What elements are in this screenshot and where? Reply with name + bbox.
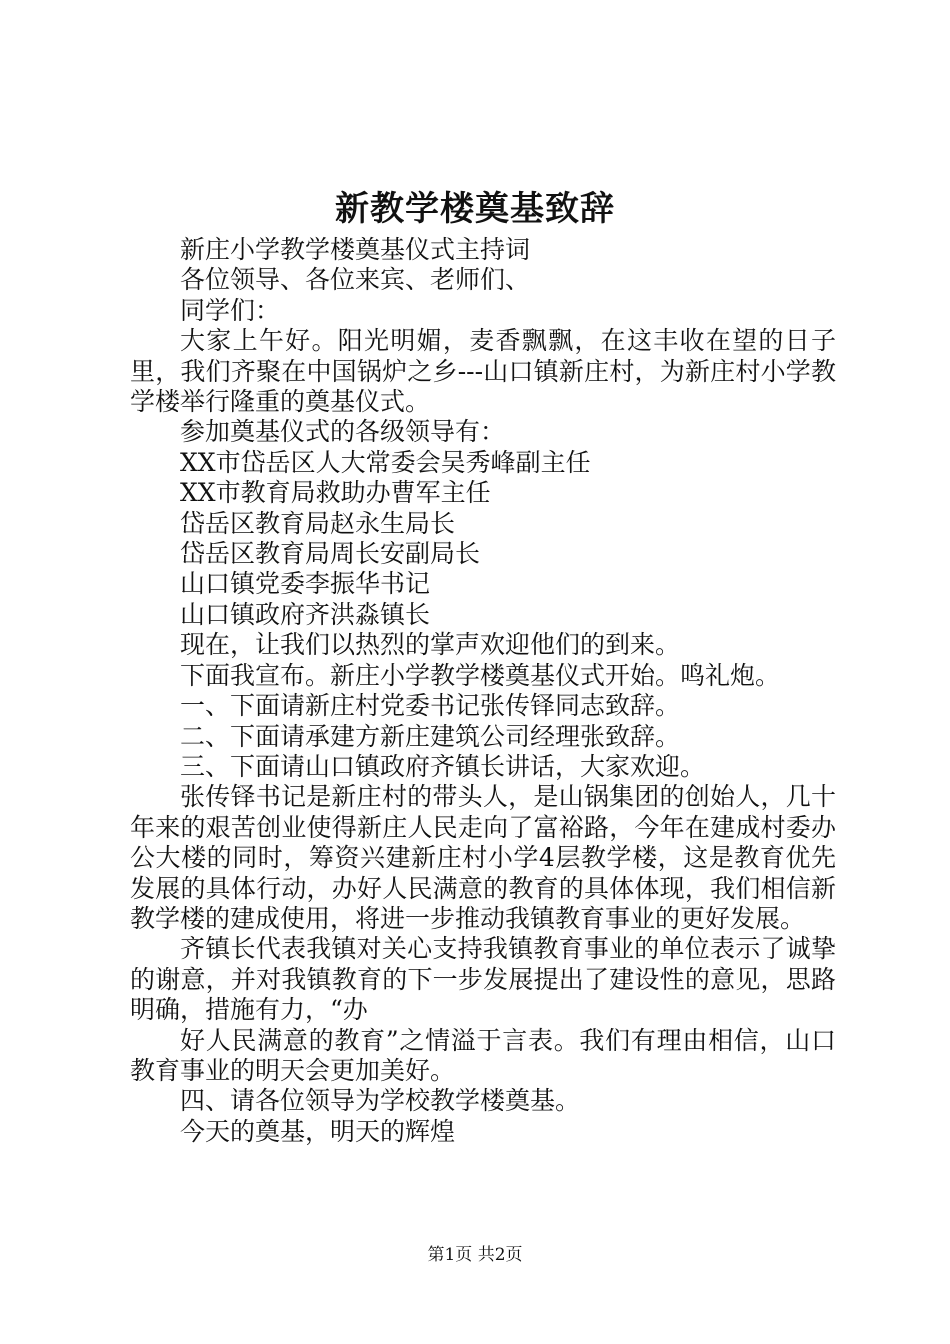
paragraph: 山口镇党委李振华书记 xyxy=(180,569,431,599)
paragraph: 齐镇长代表我镇对关心支持我镇教育事业的单位表示了诚挚的谢意，并对我镇教育的下一步发展提出了建设性的意见，思路明确，措施有力，“办 xyxy=(130,934,836,1025)
paragraph: 二、下面请承建方新庄建筑公司经理张致辞。 xyxy=(180,721,681,751)
paragraph: 今天的奠基，明天的辉煌 xyxy=(180,1116,456,1146)
paragraph: 参加奠基仪式的各级领导有： xyxy=(180,417,506,447)
document-title: 新教学楼奠基致辞 xyxy=(335,189,615,229)
paragraph: 三、下面请山口镇政府齐镇长讲话，大家欢迎。 xyxy=(180,751,706,781)
paragraph: 岱岳区教育局周长安副局长 xyxy=(180,539,481,569)
paragraph: 张传铎书记是新庄村的带头人，是山锅集团的创始人，几十年来的艰苦创业使得新庄人民走向了富裕路，今年在建成村委办公大楼的同时，筹资兴建新庄村小学4层教学楼，这是教育优先发展的具体行动，办好人民满意的教育的具体体现，我们相信新教学楼的建成使用，将进一步推动我镇教育事业的更好发展。 xyxy=(130,782,836,933)
paragraph: XX市岱岳区人大常委会吴秀峰副主任 xyxy=(180,447,591,477)
paragraph: 一、下面请新庄村党委书记张传铎同志致辞。 xyxy=(180,691,681,721)
paragraph: 四、请各位领导为学校教学楼奠基。 xyxy=(180,1086,581,1116)
paragraph: 现在，让我们以热烈的掌声欢迎他们的到来。 xyxy=(180,630,681,660)
paragraph: XX市教育局救助办曹军主任 xyxy=(180,478,491,508)
paragraph: 下面我宣布。新庄小学教学楼奠基仪式开始。鸣礼炮。 xyxy=(180,660,781,690)
paragraph: 同学们： xyxy=(180,295,281,325)
document-body xyxy=(130,235,836,1147)
paragraph: 新庄小学教学楼奠基仪式主持词 xyxy=(180,235,531,264)
paragraph: 大家上午好。阳光明媚，麦香飘飘，在这丰收在望的日子里，我们齐聚在中国锅炉之乡---山口镇新庄村，为新庄村小学教学楼举行隆重的奠基仪式。 xyxy=(130,326,836,417)
paragraph: 山口镇政府齐洪淼镇长 xyxy=(180,599,431,629)
paragraph: 各位领导、各位来宾、老师们、 xyxy=(180,265,531,295)
paragraph: 岱岳区教育局赵永生局长 xyxy=(180,508,456,538)
page-number-footer: 第1页 共2页 xyxy=(427,1245,523,1265)
paragraph: 好人民满意的教育”之情溢于言表。我们有理由相信，山口教育事业的明天会更加美好。 xyxy=(130,1025,836,1085)
